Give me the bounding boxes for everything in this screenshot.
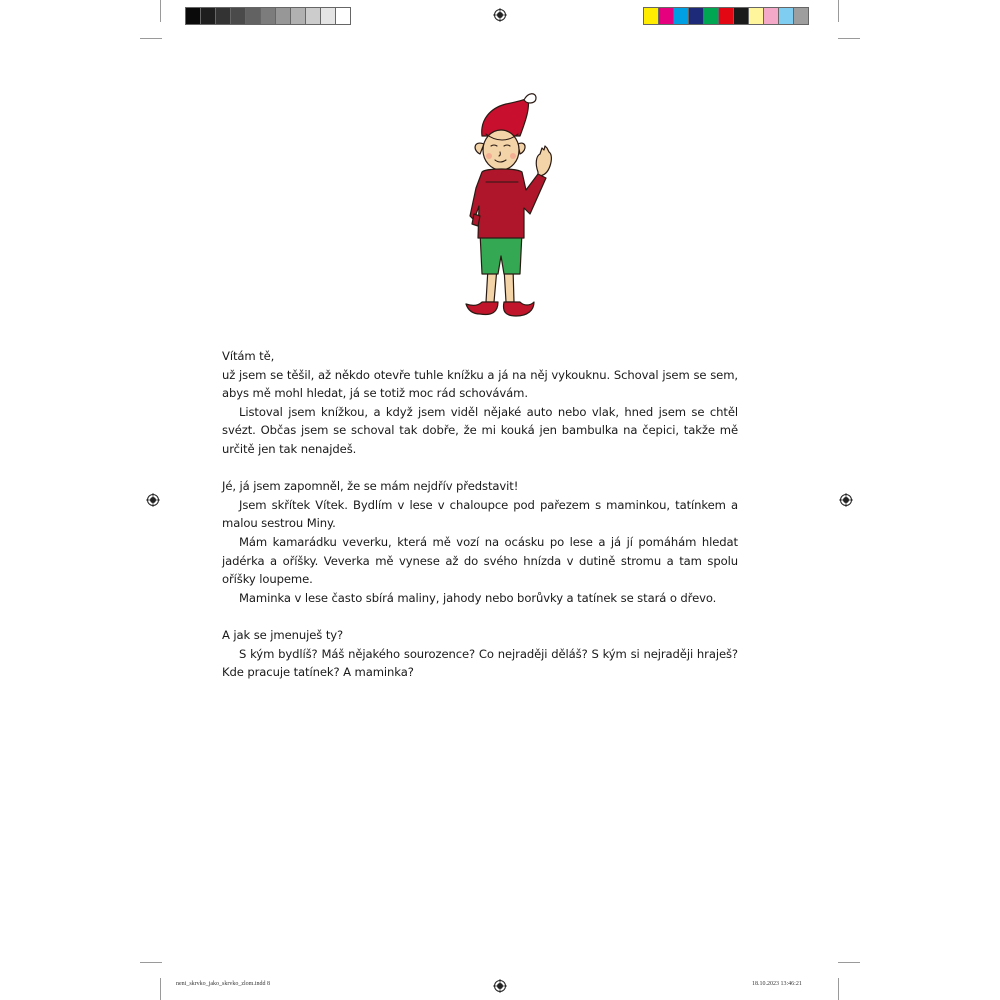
color-swatch	[261, 8, 276, 24]
color-swatch	[291, 8, 306, 24]
color-swatch	[186, 8, 201, 24]
registration-mark-icon	[146, 493, 160, 507]
color-swatch	[306, 8, 321, 24]
color-swatch	[276, 8, 291, 24]
paragraph: Jé, já jsem zapomněl, že se mám nejdřív představit!	[222, 479, 519, 494]
crop-mark	[140, 38, 162, 39]
slug-filename: neni_skrvko_jako_skrvko_zlom.indd 8	[176, 981, 270, 987]
registration-mark-icon	[839, 493, 853, 507]
crop-mark	[140, 962, 162, 963]
registration-mark-icon	[493, 8, 507, 22]
crop-mark	[838, 0, 839, 22]
paragraph: A jak se jmenuješ ty?	[222, 627, 344, 642]
color-swatch	[764, 8, 779, 24]
crop-mark	[838, 978, 839, 1000]
story-text	[222, 347, 738, 682]
color-swatch	[719, 8, 734, 24]
color-swatch	[201, 8, 216, 24]
color-swatch	[674, 8, 689, 24]
crop-mark	[160, 978, 161, 1000]
paragraph: Listoval jsem knížkou, a když jsem viděl nějaké auto nebo vlak, hned jsem se chtěl svézt. Občas jsem se schoval tak dobře, že mi kouká jen bambulka na čepici, takže mě určitě jen tak nenajdeš.	[222, 404, 738, 456]
elf-illustration	[458, 90, 562, 322]
paragraph: Jsem skřítek Vítek. Bydlím v lese v chaloupce pod pařezem s maminkou, tatínkem a malou sestrou Miny.	[222, 497, 738, 531]
color-swatch	[779, 8, 794, 24]
paragraph: už jsem se těšil, až někdo otevře tuhle knížku a já na něj vykouknu. Schoval jsem se sem, abys mě mohl hledat, já se totiž moc rád schovávám.	[222, 367, 738, 401]
greeting: Vítám tě,	[222, 349, 275, 363]
registration-mark-icon	[493, 979, 507, 993]
color-swatch	[246, 8, 261, 24]
crop-mark	[838, 962, 860, 963]
color-swatch	[659, 8, 674, 24]
slug-datetime: 18.10.2023 13:46:21	[752, 981, 802, 987]
grayscale-color-bar	[185, 7, 351, 25]
color-swatch	[749, 8, 764, 24]
paragraph: Maminka v lese často sbírá maliny, jahody nebo borůvky a tatínek se stará o dřevo.	[239, 590, 717, 605]
color-swatch	[321, 8, 336, 24]
color-swatch	[704, 8, 719, 24]
paragraph: Mám kamarádku veverku, která mě vozí na ocásku po lese a já jí pomáhám hledat jadérka a oříšky. Veverka mě vynese až do svého hnízda v dutině stromu a tam spolu oříšky loupeme.	[222, 534, 738, 587]
paragraph: S kým bydlíš? Máš nějakého sourozence? Co nejraději děláš? S kým si nejraději hraješ? Kde pracuje tatínek? A maminka?	[222, 646, 738, 680]
crop-mark	[160, 0, 161, 22]
color-swatch	[216, 8, 231, 24]
color-swatch	[231, 8, 246, 24]
color-swatch	[644, 8, 659, 24]
crop-mark	[838, 38, 860, 39]
color-swatch	[734, 8, 749, 24]
color-swatch	[794, 8, 808, 24]
process-color-bar	[643, 7, 809, 25]
color-swatch	[689, 8, 704, 24]
color-swatch	[336, 8, 350, 24]
